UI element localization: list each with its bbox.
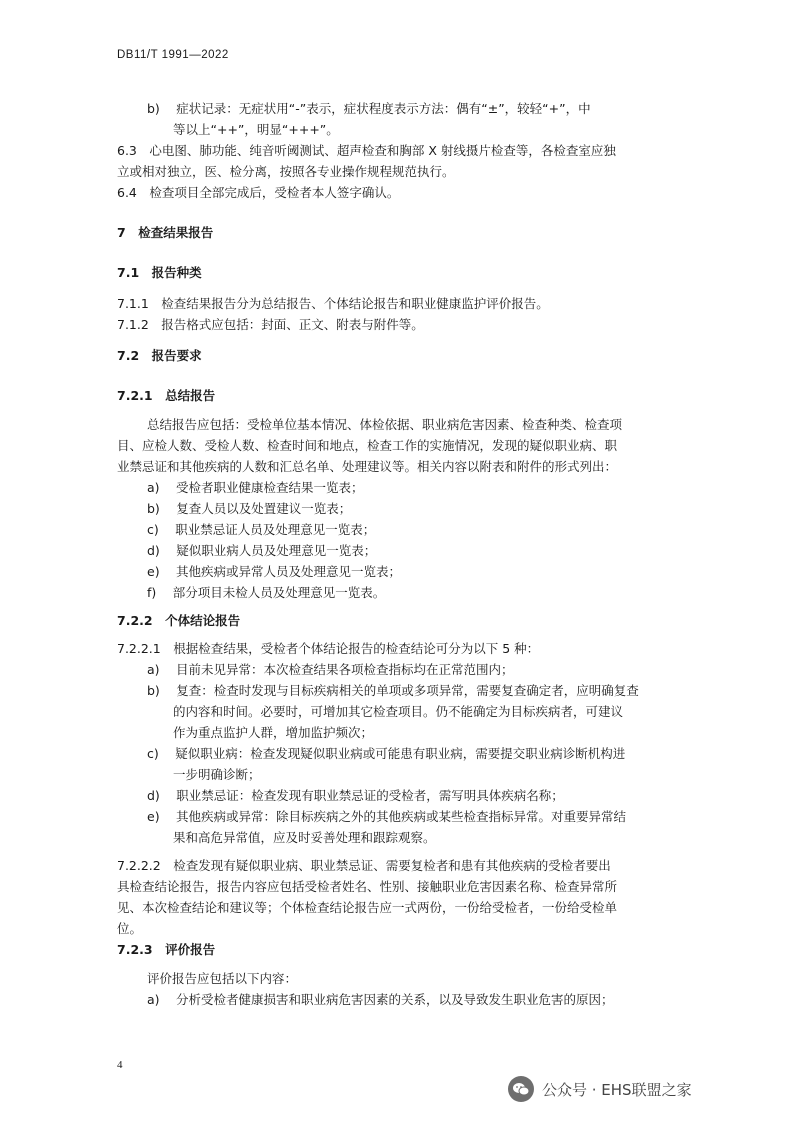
text-line: 6.3 心电图、肺功能、纯音听阈测试、超声检查和胸部 X 射线摄片检查等，各检查室应独	[117, 143, 616, 158]
section-heading: 7.2 报告要求	[117, 348, 202, 363]
text-line: 7.2.2.2 检查发现有疑似职业病、职业禁忌证、需要复检者和患有其他疾病的受检者要出	[117, 858, 611, 873]
text-line: a) 受检者职业健康检查结果一览表；	[147, 480, 364, 495]
text-line: 6.4 检查项目全部完成后，受检者本人签字确认。	[117, 185, 400, 200]
text-line: a) 分析受检者健康损害和职业病危害因素的关系，以及导致发生职业危害的原因；	[147, 992, 614, 1007]
text-line: 7.2.2.1 根据检查结果，受检者个体结论报告的检查结论可分为以下 5 种：	[117, 641, 540, 656]
text-line: a) 目前未见异常：本次检查结果各项检查指标均在正常范围内；	[147, 662, 514, 677]
text-line: 评价报告应包括以下内容：	[147, 971, 298, 986]
text-line: 的内容和时间。必要时，可增加其它检查项目。仍不能确定为目标疾病者，可建议	[173, 704, 624, 719]
text-line: 果和高危异常值，应及时妥善处理和跟踪观察。	[173, 830, 436, 845]
text-line: 作为重点监护人群，增加监护频次；	[173, 725, 374, 740]
text-line: c) 职业禁忌证人员及处理意见一览表；	[147, 522, 376, 537]
text-line: d) 职业禁忌证：检查发现有职业禁忌证的受检者，需写明具体疾病名称；	[147, 788, 564, 803]
text-line: b) 复查：检查时发现与目标疾病相关的单项或多项异常，需要复查确定者，应明确复查	[147, 683, 639, 698]
page-number: 4	[117, 1059, 123, 1071]
text-line: d) 疑似职业病人员及处理意见一览表；	[147, 543, 377, 558]
text-line: b) 症状记录：无症状用“-”表示，症状程度表示方法：偶有“±”，较轻“+”，中	[147, 101, 591, 116]
text-line: 见、本次检查结论和建议等；个体检查结论报告应一式两份，一份给受检者，一份给受检单	[117, 900, 618, 915]
text-line: 等以上“++”，明显“+++”。	[173, 122, 339, 137]
text-line: 位。	[117, 921, 143, 936]
section-heading: 7 检查结果报告	[117, 225, 214, 240]
text-line: 目、应检人数、受检人数、检查时间和地点，检查工作的实施情况，发现的疑似职业病、职	[117, 438, 618, 453]
text-line: 总结报告应包括：受检单位基本情况、体检依据、职业病危害因素、检查种类、检查项	[147, 417, 623, 432]
text-line: 一步明确诊断；	[173, 767, 261, 782]
section-heading: 7.2.1 总结报告	[117, 388, 216, 403]
text-line: f) 部分项目未检人员及处理意见一览表。	[147, 585, 386, 600]
wechat-brand-footer[interactable]	[508, 1076, 692, 1102]
section-heading: 7.2.3 评价报告	[117, 942, 216, 957]
text-line: e) 其他疾病或异常：除目标疾病之外的其他疾病或某些检查指标异常。对重要异常结	[147, 809, 627, 824]
section-heading: 7.1 报告种类	[117, 265, 202, 280]
text-line: c) 疑似职业病：检查发现疑似职业病或可能患有职业病，需要提交职业病诊断机构进	[147, 746, 626, 761]
brand-label: 公众号 · EHS联盟之家	[542, 1080, 692, 1099]
text-line: 立或相对独立，医、检分离，按照各专业操作规程规范执行。	[117, 164, 455, 179]
standard-code-header: DB11/T 1991—2022	[117, 49, 229, 61]
section-heading: 7.2.2 个体结论报告	[117, 613, 241, 628]
text-line: 7.1.2 报告格式应包括：封面、正文、附表与附件等。	[117, 317, 424, 332]
text-line: 业禁忌证和其他疾病的人数和汇总名单、处理建议等。相关内容以附表和附件的形式列出：	[117, 459, 618, 474]
text-line: b) 复查人员以及处置建议一览表；	[147, 501, 352, 516]
text-line: 7.1.1 检查结果报告分为总结报告、个体结论报告和职业健康监护评价报告。	[117, 296, 549, 311]
wechat-icon	[508, 1076, 534, 1102]
text-line: 具检查结论报告，报告内容应包括受检者姓名、性别、接触职业危害因素名称、检查异常所	[117, 879, 618, 894]
text-line: e) 其他疾病或异常人员及处理意见一览表；	[147, 564, 402, 579]
